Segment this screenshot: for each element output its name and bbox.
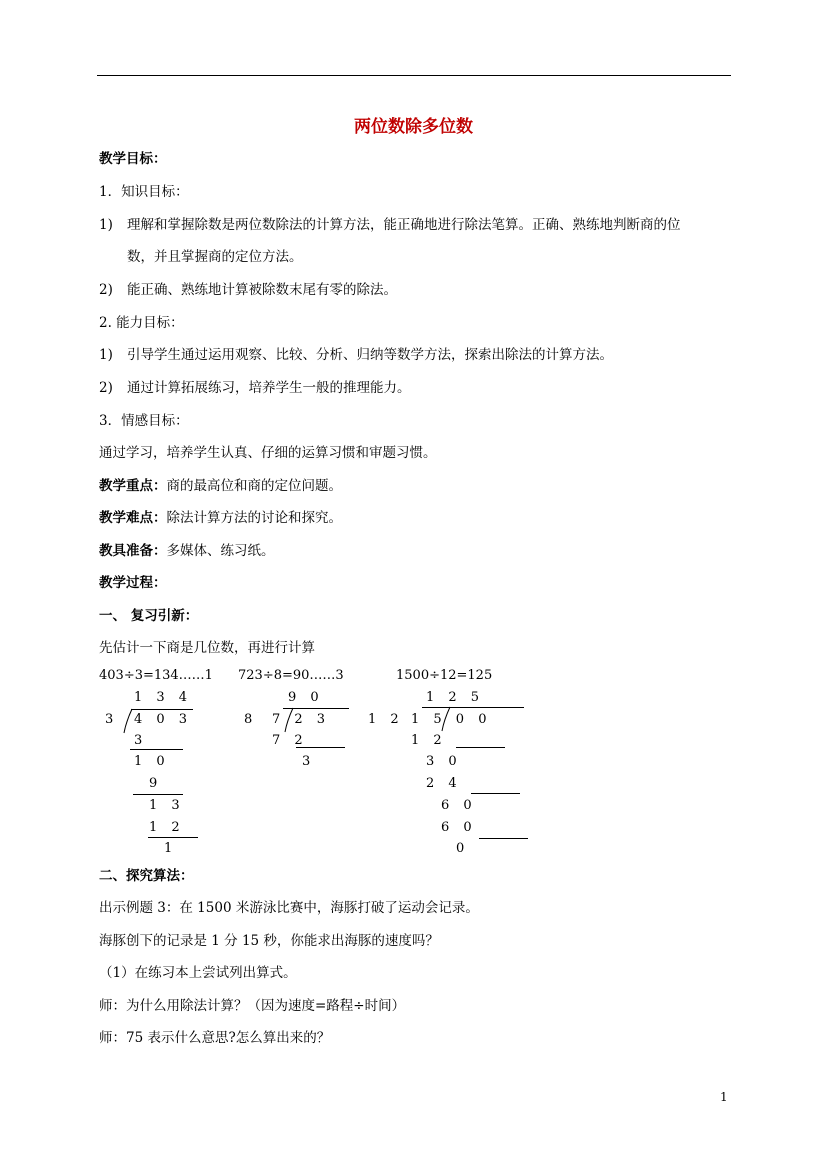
tools-label: 教具准备： — [99, 543, 167, 559]
section1-heading: 一、 复习引新： — [99, 608, 199, 624]
div3-divisor: 1 2 — [368, 712, 404, 727]
div1-step2: 1 0 — [134, 754, 170, 769]
div1-step4: 1 3 — [149, 798, 185, 813]
equation-2: 723÷8=90……3 — [238, 668, 344, 683]
knowledge-objective-label: 1．知识目标： — [99, 184, 189, 200]
section2-line5: 师：75 表示什么意思?怎么算出来的？ — [99, 1030, 331, 1046]
div2-step2: 3 — [302, 754, 316, 769]
ability-item1-number: 1) — [99, 347, 113, 363]
emotion-objective-text: 通过学习，培养学生认真、仔细的运算习惯和审题习惯。 — [99, 445, 437, 461]
div1-step5: 1 2 — [149, 820, 185, 835]
ability-item2-number: 2) — [99, 380, 113, 396]
div1-dividend: 4 0 3 — [134, 712, 193, 727]
key-point-line — [99, 477, 342, 495]
section2-heading: 二、探究算法： — [99, 868, 194, 884]
tools-line — [99, 542, 275, 560]
div2-line1 — [296, 747, 345, 748]
div3-bar — [422, 707, 524, 708]
process-heading: 教学过程： — [99, 575, 167, 591]
knowledge-item2-number: 2) — [99, 282, 113, 298]
key-point-label: 教学重点： — [99, 478, 167, 494]
equation-3: 1500÷12=125 — [396, 668, 493, 683]
document-title: 两位数除多位数 — [354, 117, 473, 137]
div3-line2 — [471, 793, 520, 794]
header-rule — [97, 75, 731, 76]
tools-text: 多媒体、练习纸。 — [166, 543, 275, 559]
page-number: 1 — [720, 1090, 728, 1104]
div1-step1: 3 — [134, 733, 148, 748]
difficulty-text: 除法计算方法的讨论和探究。 — [166, 510, 342, 526]
div3-step6: 0 — [456, 841, 470, 856]
div1-divisor: 3 — [105, 712, 119, 727]
div1-quotient: 1 3 4 — [134, 690, 193, 705]
objectives-heading: 教学目标： — [99, 151, 167, 167]
section2-line1: 出示例题 3：在 1500 米游泳比赛中，海豚打破了运动会记录。 — [99, 900, 479, 916]
equation-1: 403÷3=134……1 — [99, 668, 213, 683]
div1-step3: 9 — [149, 776, 163, 791]
emotion-objective-label: 3．情感目标： — [99, 413, 189, 429]
div1-line1 — [130, 749, 183, 750]
div1-line2 — [133, 794, 183, 795]
ability-item2-text: 通过计算拓展练习，培养学生一般的推理能力。 — [127, 380, 411, 396]
div3-line3 — [479, 838, 528, 839]
key-point-text: 商的最高位和商的定位问题。 — [166, 478, 342, 494]
div2-divisor: 8 — [244, 712, 258, 727]
div3-step1: 1 2 — [411, 733, 447, 748]
section2-line4: 师：为什么用除法计算？（因为速度=路程÷时间） — [99, 998, 406, 1014]
knowledge-item2-text: 能正确、熟练地计算被除数末尾有零的除法。 — [127, 282, 397, 298]
ability-item1-text: 引导学生通过运用观察、比较、分析、归纳等数学方法，探索出除法的计算方法。 — [127, 347, 613, 363]
section2-line2: 海豚创下的记录是 1 分 15 秒，你能求出海豚的速度吗？ — [99, 933, 439, 949]
div3-step3: 2 4 — [426, 776, 462, 791]
ability-objective-label: 2. 能力目标： — [99, 315, 184, 331]
div2-step1: 7 2 — [272, 733, 308, 748]
div3-quotient: 1 2 5 — [426, 690, 485, 705]
div3-step4: 6 0 — [441, 798, 477, 813]
div3-line1 — [456, 747, 505, 748]
div2-quotient: 9 0 — [288, 690, 324, 705]
div1-line3 — [148, 837, 198, 838]
div3-dividend: 1 5 0 0 — [411, 712, 492, 727]
difficulty-label: 教学难点： — [99, 510, 167, 526]
knowledge-item1-number: 1) — [99, 217, 113, 233]
difficulty-line — [99, 509, 342, 527]
knowledge-item1-line1: 理解和掌握除数是两位数除法的计算方法，能正确地进行除法笔算。正确、熟练地判断商的位 — [127, 217, 681, 233]
div3-step5: 6 0 — [441, 820, 477, 835]
div1-bar — [131, 709, 193, 710]
div1-step6: 1 — [164, 841, 178, 856]
knowledge-item1-line2: 数，并且掌握商的定位方法。 — [127, 249, 303, 265]
div2-dividend: 7 2 3 — [272, 712, 331, 727]
section1-intro: 先估计一下商是几位数，再进行计算 — [99, 640, 315, 656]
section2-line3: （1）在练习本上尝试列出算式。 — [99, 965, 297, 981]
div3-step2: 3 0 — [426, 754, 462, 769]
